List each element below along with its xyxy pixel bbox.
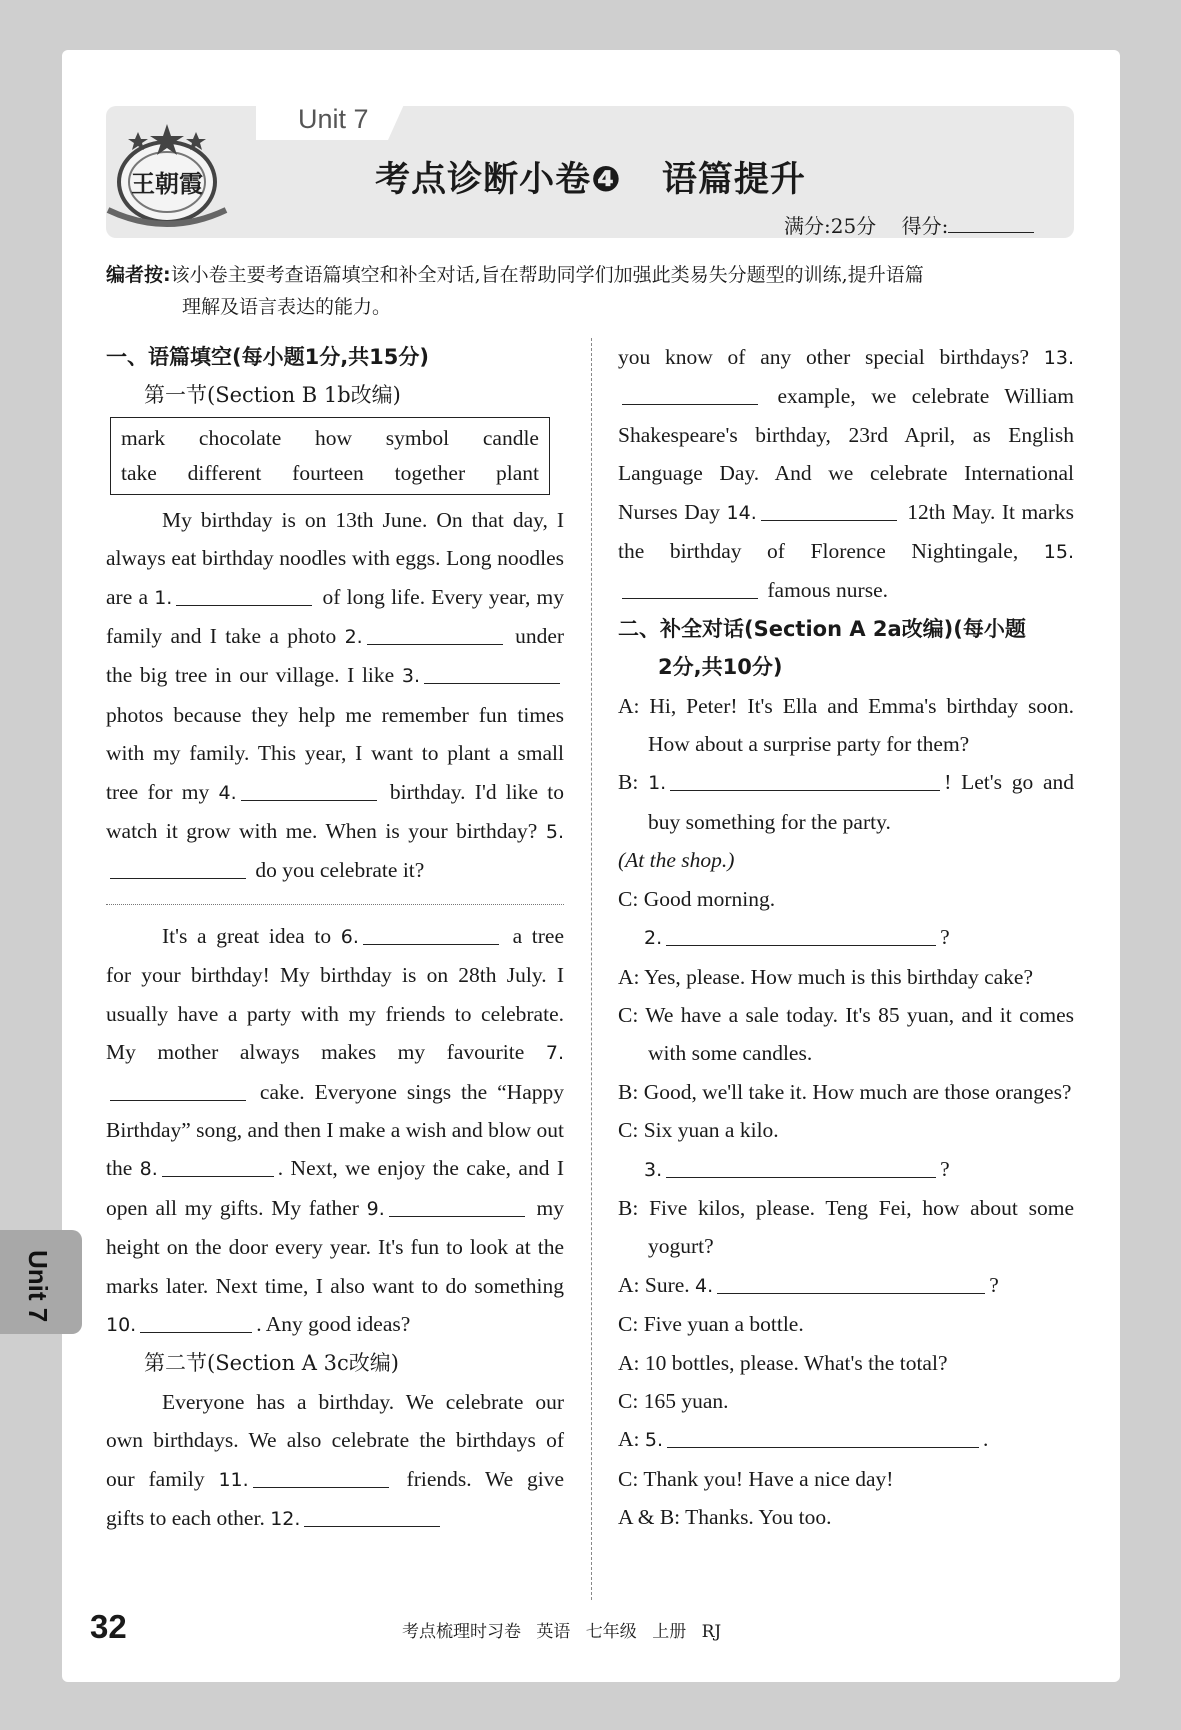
answer-blank-14[interactable] <box>761 519 897 521</box>
line-text: (At the shop.) <box>618 848 735 873</box>
answer-blank-11[interactable] <box>253 1486 389 1488</box>
dialogue-line <box>618 958 1074 996</box>
passage-text: 12th May. It marks the birthday of Florence Nightingale, <box>618 499 1075 564</box>
answer-blank-12[interactable] <box>304 1525 440 1527</box>
blank-number: 1. <box>648 772 667 795</box>
speaker: B: <box>618 1079 639 1104</box>
blank-number: 4. <box>695 1274 714 1297</box>
speaker: C: <box>618 1312 639 1337</box>
blank-number: 1. <box>154 586 173 609</box>
word-item: candle <box>482 425 539 450</box>
line-text: Five yuan a bottle. <box>643 1312 804 1337</box>
line-text: 165 yuan. <box>643 1388 729 1413</box>
dialogue-line <box>618 1266 1074 1305</box>
dialogue-line <box>618 1498 1074 1536</box>
dialogue-blank-5[interactable] <box>667 1446 979 1448</box>
passage-text: of long life. Every year, my family and I take a photo <box>106 584 565 649</box>
line-text: Good, we'll take it. How much are those oranges? <box>643 1079 1072 1104</box>
blank-number: 6. <box>340 925 359 948</box>
note-text-2: 理解及语言表达的能力。 <box>182 296 392 318</box>
dialogue-blank-1[interactable] <box>670 789 940 791</box>
line-text: ? <box>940 925 950 950</box>
line-text: Sure. <box>644 1272 690 1297</box>
dialogue-line <box>618 1073 1074 1111</box>
unit-label: Unit 7 <box>298 104 369 134</box>
line-text: Thanks. You too. <box>685 1505 832 1530</box>
speaker: B: <box>618 770 639 795</box>
dialogue-line <box>618 1189 1074 1266</box>
word-item: together <box>394 460 466 485</box>
answer-blank-7[interactable] <box>110 1099 246 1101</box>
part2-heading-cont: 2分,共10分) <box>658 655 783 680</box>
blank-number: 3. <box>401 665 420 688</box>
blank-number: 5. <box>644 1429 664 1452</box>
dialogue-line <box>618 880 1074 918</box>
dialogue-line <box>618 1460 1074 1498</box>
speaker: C: <box>618 1388 639 1413</box>
section1-title: 第一节(Section B 1b改编) <box>144 383 401 408</box>
blank-number: 11. <box>218 1468 249 1491</box>
speaker: A & B: <box>618 1505 681 1530</box>
speaker: B: <box>618 1195 639 1220</box>
line-text: ! Let's go and buy something for the party. <box>648 770 1074 834</box>
dialogue-line <box>618 918 1074 957</box>
speaker: A: <box>618 964 640 989</box>
answer-blank-1[interactable] <box>176 604 312 606</box>
speaker: A: <box>618 1350 640 1375</box>
dotted-separator <box>106 904 564 905</box>
passage-text: under the big tree in our village. I like <box>106 624 565 688</box>
speaker: C: <box>618 1118 639 1143</box>
blank-number: 7. <box>545 1042 564 1065</box>
passage-text: . Any good ideas? <box>256 1311 411 1336</box>
passage-text: birthday. I'd like to watch it grow with me. When is your birthday? <box>106 779 565 844</box>
passage-text: a tree for your birthday! My birthday is on 28th July. I usually have a party with my friends to celebrate. My mother always makes my favourite <box>106 923 565 1065</box>
line-text: Yes, please. How much is this birthday cake? <box>644 964 1033 989</box>
section2-title: 第二节(Section A 3c改编) <box>144 1351 399 1376</box>
word-item: symbol <box>385 425 450 450</box>
word-row-1 <box>121 421 539 456</box>
line-text: We have a sale today. It's 85 yuan, and it comes with some candles. <box>645 1002 1074 1066</box>
passage-text: example, we celebrate William Shakespeare's birthday, 23rd April, as English Language Day. And we celebrate International Nurses Day <box>618 384 1075 524</box>
dialogue-line <box>618 1344 1074 1382</box>
score-line <box>784 210 1034 239</box>
dialogue-blank-4[interactable] <box>717 1292 985 1294</box>
answer-blank-4[interactable] <box>241 799 377 801</box>
full-score: 满分:25分 <box>784 214 877 238</box>
answer-blank-13[interactable] <box>622 403 758 405</box>
passage-text: It's a great idea to <box>162 923 332 948</box>
passage-paragraph-1 <box>106 501 564 890</box>
answer-blank-3[interactable] <box>424 682 560 684</box>
part1-heading: 一、语篇填空(每小题1分,共15分) <box>106 345 430 369</box>
blank-number: 10. <box>106 1313 137 1336</box>
passage-text: famous nurse. <box>767 578 888 603</box>
word-bank <box>110 417 550 495</box>
passage-text: Everyone has a birthday. We celebrate our own birthdays. We also celebrate the birthdays of our family <box>106 1389 564 1491</box>
editor-note <box>106 259 1076 323</box>
speaker: C: <box>618 886 639 911</box>
word-item: fourteen <box>292 460 364 485</box>
speaker: A: <box>618 1272 640 1297</box>
seal-text: 王朝霞 <box>131 169 203 198</box>
left-column <box>106 338 564 1538</box>
line-text: Thank you! Have a nice day! <box>643 1466 894 1491</box>
passage-text: friends. We give gifts to each other. <box>106 1466 565 1530</box>
answer-blank-9[interactable] <box>389 1215 525 1217</box>
answer-blank-6[interactable] <box>363 943 499 945</box>
line-text: Five kilos, please. Teng Fei, how about some yogurt? <box>648 1195 1074 1259</box>
passage-paragraph-2 <box>106 917 564 1344</box>
dialogue-line <box>618 1305 1074 1343</box>
speaker: A: <box>618 1427 640 1452</box>
blank-number: 5. <box>545 821 564 844</box>
answer-blank-5[interactable] <box>110 877 246 879</box>
title-sub: 语篇提升 <box>661 160 806 200</box>
passage-text: cake. Everyone sings the “Happy Birthday” song, and then I make a wish and blow out the <box>106 1079 564 1181</box>
line-text: Hi, Peter! It's Ella and Emma's birthday soon. How about a surprise party for them? <box>648 693 1074 757</box>
dialogue-line <box>618 1111 1074 1149</box>
speaker: C: <box>618 1466 639 1491</box>
word-item: how <box>315 425 353 450</box>
word-item: plant <box>495 460 539 485</box>
passage-text: . Next, we enjoy the cake, and I open all my gifts. My father <box>106 1156 564 1220</box>
passage-text: photos because they help me remember fun times with my family. This year, I want to plant a small tree for my <box>106 702 564 804</box>
passage-text: you know of any other special birthdays? <box>618 345 1030 369</box>
passage-paragraph-3 <box>106 1383 564 1539</box>
dialogue-line <box>618 1382 1074 1420</box>
note-label: 编者按: <box>106 264 171 286</box>
blank-number: 2. <box>644 927 663 950</box>
blank-number: 9. <box>366 1197 385 1220</box>
speaker: A: <box>618 693 640 718</box>
word-item: chocolate <box>198 425 282 450</box>
dialogue-line <box>618 996 1074 1073</box>
word-item: different <box>187 460 262 485</box>
word-item: take <box>121 460 157 485</box>
line-text: 10 bottles, please. What's the total? <box>644 1350 948 1375</box>
answer-blank-8[interactable] <box>162 1175 274 1177</box>
blank-number: 8. <box>139 1158 158 1181</box>
line-text: ? <box>989 1272 999 1297</box>
line-text: . <box>983 1427 989 1452</box>
line-text: Good morning. <box>643 886 776 911</box>
part2-heading: 二、补全对话(Section A 2a改编)(每小题 <box>618 616 1026 641</box>
dialogue-blank-2[interactable] <box>666 944 936 946</box>
word-row-2 <box>121 456 539 491</box>
blank-number: 2. <box>344 626 363 649</box>
side-unit-label: Unit 7 <box>23 1250 53 1323</box>
right-column <box>618 338 1074 1537</box>
got-score-label: 得分: <box>901 214 949 238</box>
blank-number: 12. <box>270 1507 301 1530</box>
dialogue-line <box>618 687 1074 764</box>
dialogue-line <box>618 1150 1074 1189</box>
dialogue-line <box>618 1420 1074 1459</box>
blank-number: 15. <box>1043 541 1074 564</box>
page-title <box>0 152 1181 202</box>
blank-number: 4. <box>218 781 237 804</box>
blank-number: 13. <box>1043 347 1075 369</box>
title-main: 考点诊断小卷❹ <box>375 160 622 200</box>
answer-blank-2[interactable] <box>367 643 503 645</box>
passage-text: my height on the door every year. It's fun to look at the marks later. Next time, I also want to do something <box>106 1195 564 1298</box>
stage-direction <box>618 841 1074 879</box>
word-item: mark <box>121 425 166 450</box>
column-divider <box>591 338 592 1600</box>
dialogue-blank-3[interactable] <box>666 1176 936 1178</box>
page-number: 32 <box>90 1608 127 1645</box>
blank-number: 3. <box>644 1158 663 1181</box>
answer-blank-10[interactable] <box>140 1331 252 1333</box>
speaker: C: <box>618 1002 639 1027</box>
dialogue <box>618 687 1074 1537</box>
footer-text: 考点梳理时习卷 英语 七年级 上册 RJ <box>402 1622 722 1642</box>
blank-number: 14. <box>726 501 757 524</box>
line-text: ? <box>940 1156 950 1181</box>
score-blank[interactable] <box>948 232 1034 233</box>
passage-text: My birthday is on 13th June. On that day, I always eat birthday noodles with eggs. Long noodles are a <box>106 507 564 609</box>
dialogue-line <box>618 763 1074 841</box>
passage-paragraph-3-cont <box>618 338 1074 610</box>
answer-blank-15[interactable] <box>622 597 758 599</box>
note-text-1: 该小卷主要考查语篇填空和补全对话,旨在帮助同学们加强此类易失分题型的训练,提升语篇 <box>170 264 924 286</box>
passage-text: do you celebrate it? <box>255 858 425 883</box>
line-text: Six yuan a kilo. <box>643 1118 779 1143</box>
side-unit-tab <box>0 1230 82 1334</box>
